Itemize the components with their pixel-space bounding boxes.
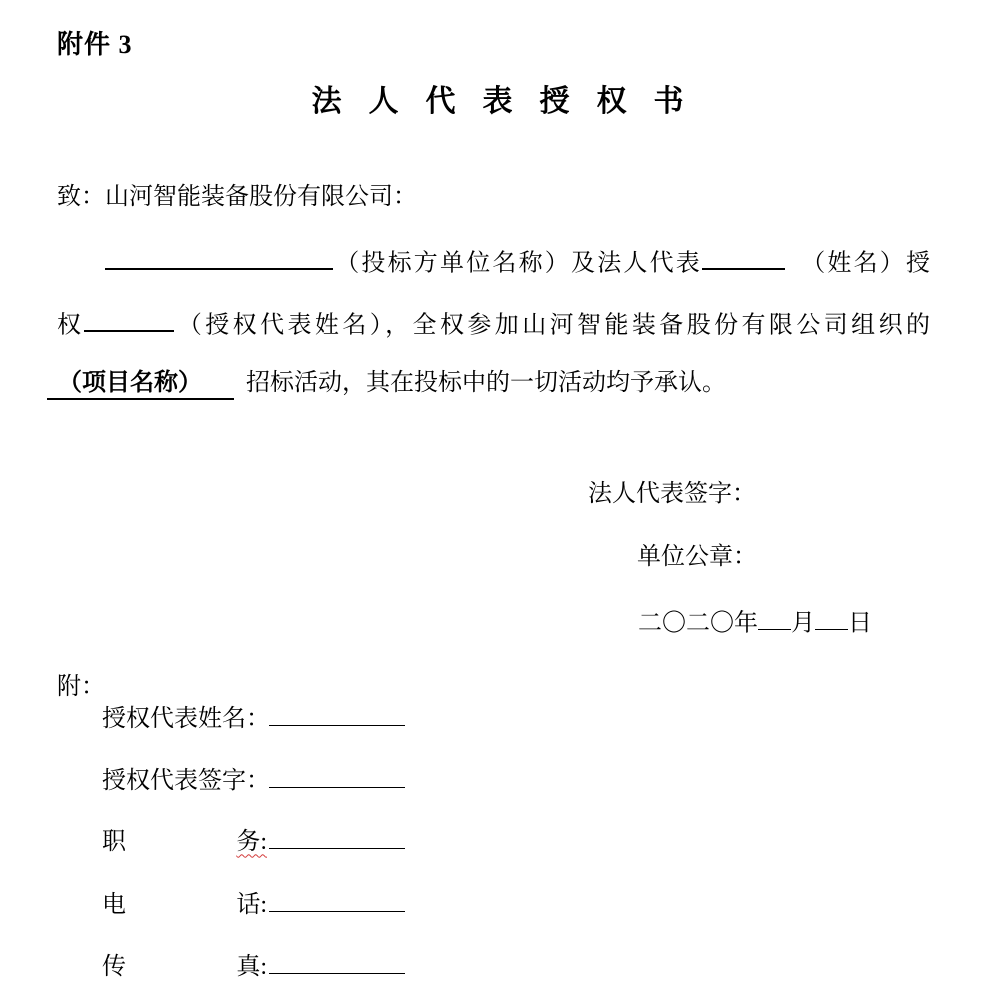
attach-row-phone	[102, 887, 405, 919]
date-year-text: 二〇二〇年	[638, 610, 758, 637]
attach-row-job-title	[102, 824, 405, 856]
body-tail-text: 招标活动，其在投标中的一切活动均予承认。	[246, 370, 726, 396]
attach-row-rep-signature	[102, 763, 405, 795]
bidder-name-blank[interactable]	[105, 244, 333, 270]
fax-label-second: 真:	[236, 954, 267, 981]
name-note-text: （姓名）授	[799, 250, 930, 277]
phone-label-second: 话:	[236, 892, 267, 919]
salutation-line: 致：山河智能装备股份有限公司：	[57, 184, 417, 210]
attach-row-fax	[102, 949, 405, 981]
bidder-note-text: （投标方单位名称）及法人代表	[333, 250, 702, 277]
date-day-blank[interactable]	[815, 605, 848, 630]
project-placeholder-text: （项目名称）	[58, 370, 202, 396]
project-name-field[interactable]	[47, 368, 234, 400]
attach-heading: 附：	[57, 674, 105, 700]
company-seal-label: 单位公章：	[637, 544, 757, 570]
job-title-label-second: 务:	[236, 829, 267, 856]
attach-row-rep-name	[102, 701, 405, 733]
rep-signature-fill-line[interactable]	[269, 763, 405, 788]
date-month-blank[interactable]	[758, 605, 791, 630]
paragraph-line-project	[57, 368, 930, 400]
document-title	[0, 84, 995, 120]
phone-label	[102, 891, 267, 919]
legal-rep-signature-label: 法人代表签字：	[588, 481, 756, 507]
fax-fill-line[interactable]	[269, 949, 405, 974]
phone-fill-line[interactable]	[269, 887, 405, 912]
rep-note-body-text: （授权代表姓名），全权参加山河智能装备股份有限公司组织的	[174, 312, 931, 339]
date-line	[638, 605, 872, 637]
authorized-rep-name-blank[interactable]	[84, 306, 174, 332]
rep-signature-label: 授权代表签字：	[102, 768, 270, 795]
date-month-text: 月	[791, 610, 815, 637]
job-title-label-first: 职	[102, 829, 126, 856]
job-title-label	[102, 828, 267, 856]
legal-rep-name-blank[interactable]	[702, 244, 785, 270]
paragraph-line-bidder	[57, 244, 930, 278]
document-title-text: 法人代表授权书	[311, 85, 711, 118]
fax-label	[102, 953, 267, 981]
fax-label-first: 传	[102, 954, 126, 981]
phone-label-first: 电	[102, 892, 126, 919]
rep-name-label: 授权代表姓名：	[102, 706, 270, 733]
authorize-char-text: 权	[57, 312, 85, 339]
date-day-text: 日	[848, 610, 872, 637]
paragraph-line-authorize	[57, 306, 930, 340]
rep-name-fill-line[interactable]	[269, 701, 405, 726]
attachment-number-label: 附件 3	[57, 30, 133, 59]
job-title-fill-line[interactable]	[269, 824, 405, 849]
